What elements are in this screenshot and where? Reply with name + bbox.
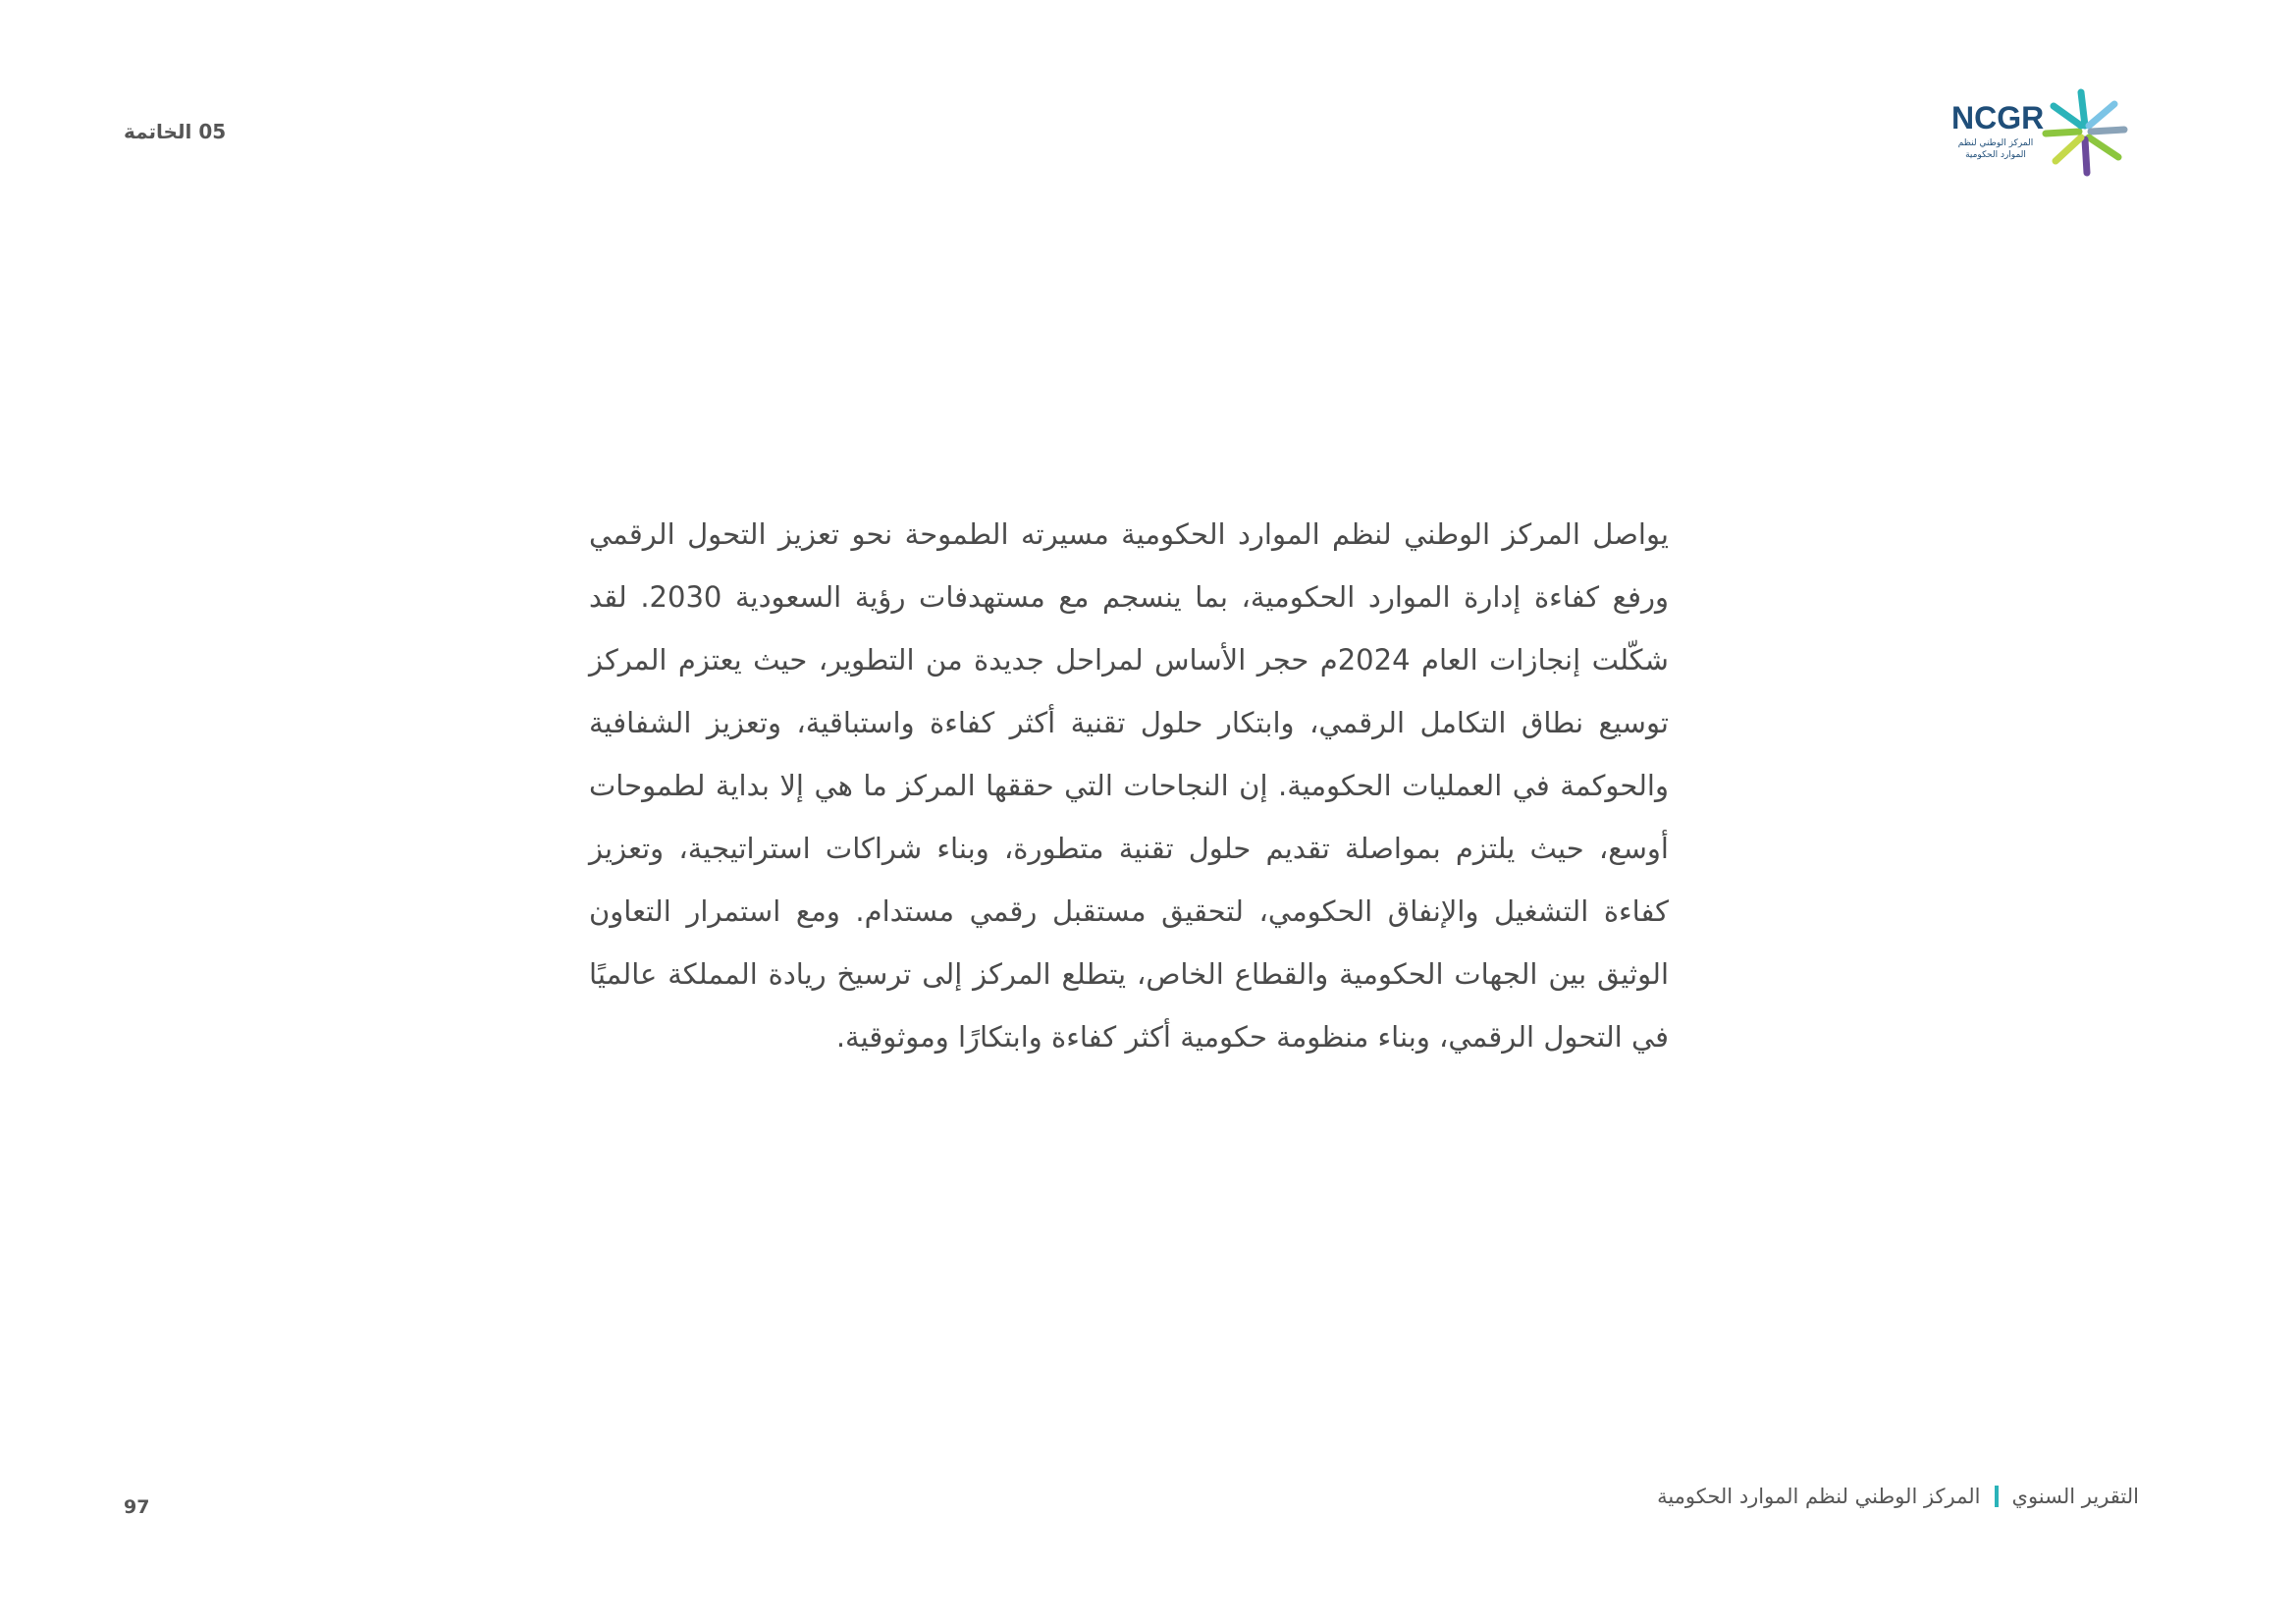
logo-petal-top-right — [2089, 104, 2114, 126]
logo-star-icon — [2042, 86, 2128, 177]
ncgr-logo — [1951, 86, 2128, 185]
logo-text: NCGR — [1951, 100, 2045, 135]
footer-title — [1657, 1485, 2139, 1508]
logo-subtitle-line2: الموارد الحكومية — [1965, 150, 2026, 160]
logo-petal-top-left — [2054, 106, 2081, 126]
page-number: 97 — [124, 1496, 150, 1518]
logo-petal-bottom-left — [2056, 137, 2081, 161]
logo-petal-bottom-right — [2089, 137, 2118, 157]
footer-org-name: المركز الوطني لنظم الموارد الحكومية — [1657, 1485, 1981, 1508]
logo-petal-left — [2046, 132, 2079, 134]
footer-report-title: التقرير السنوي — [2011, 1485, 2139, 1508]
logo-petal-bottom — [2085, 139, 2087, 173]
logo-subtitle-line1: المركز الوطني لنظم — [1957, 138, 2034, 148]
footer-separator — [1995, 1486, 1999, 1507]
section-label: 05 الخاتمة — [124, 120, 227, 143]
logo-subtitle — [1951, 137, 2040, 161]
conclusion-paragraph: يواصل المركز الوطني لنظم الموارد الحكومية مسيرته الطموحة نحو تعزيز التحول الرقمي ورفع كفاءة إدارة الموارد الحكومية، بما ينسجم مع مستهدفات رؤية السعودية 2030. لقد شكّلت إنجازات العام 2024م حجر الأساس لمراحل جديدة من التطوير، حيث يعتزم المركز توسيع نطاق التكامل الرقمي، وابتكار حلول تقنية أكثر كفاءة واستباقية، وتعزيز الشفافية والحوكمة في العمليات الحكومية. إن النجاحات التي حققها المركز ما هي إلا بداية لطموحات أوسع، حيث يلتزم بمواصلة تقديم حلول تقنية متطورة، وبناء شراكات استراتيجية، وتعزيز كفاءة التشغيل والإنفاق الحكومي، لتحقيق مستقبل رقمي مستدام. ومع استمرار التعاون الوثيق بين الجهات الحكومية والقطاع الخاص، يتطلع المركز إلى ترسيخ ريادة المملكة عالميًا في التحول الرقمي، وبناء منظومة حكومية أكثر كفاءة وابتكارًا وموثوقية. — [589, 517, 1669, 1054]
logo-petal-top — [2081, 92, 2085, 126]
logo-petal-right — [2091, 130, 2124, 132]
